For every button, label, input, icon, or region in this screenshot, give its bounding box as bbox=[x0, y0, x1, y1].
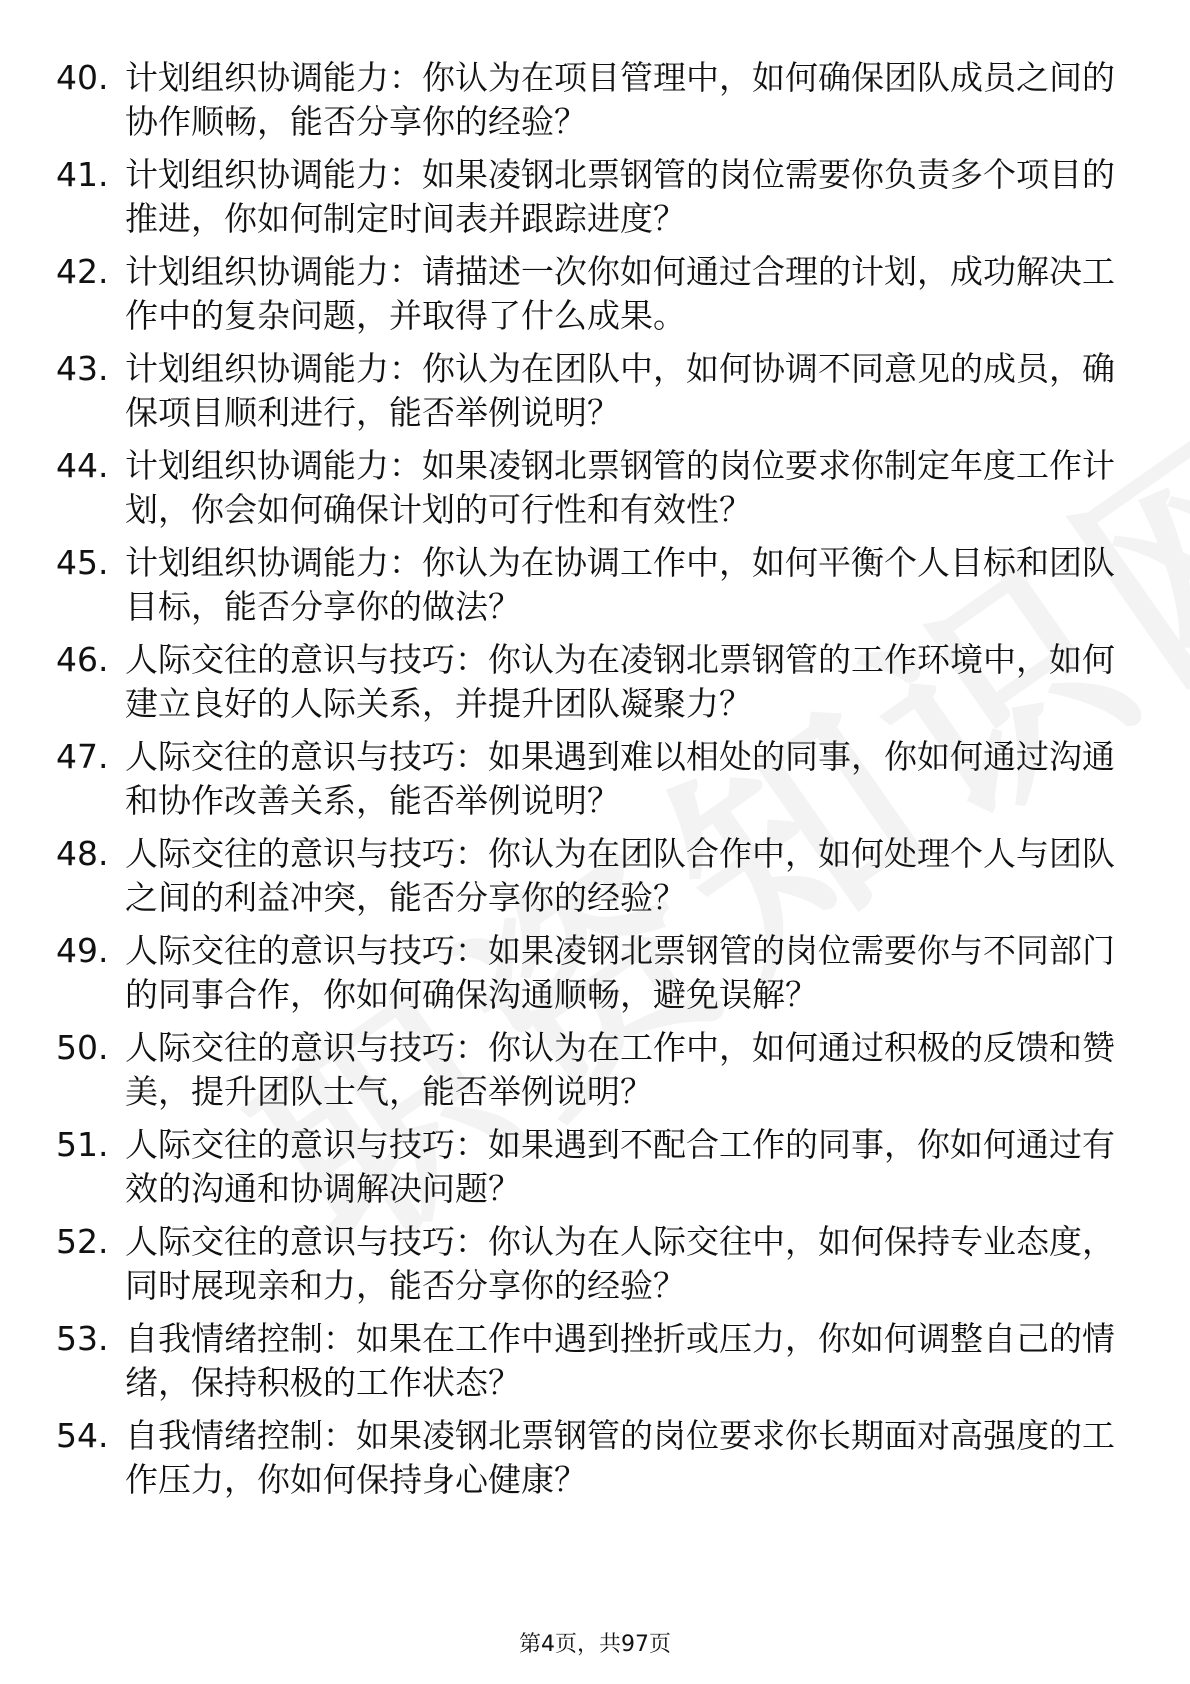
page-footer: 第4页，共97页 bbox=[519, 1632, 671, 1657]
question-item bbox=[56, 638, 1116, 735]
question-text: 人际交往的意识与技巧：你认为在人际交往中，如何保持专业态度，同时展现亲和力，能否分享你的经验？ bbox=[125, 1222, 1115, 1305]
question-item bbox=[56, 250, 1116, 347]
question-text: 计划组织协调能力：请描述一次你如何通过合理的计划，成功解决工作中的复杂问题，并取得了什么成果。 bbox=[125, 252, 1115, 335]
question-number: 49. bbox=[56, 931, 109, 970]
question-text: 计划组织协调能力：如果凌钢北票钢管的岗位需要你负责多个项目的推进，你如何制定时间表并跟踪进度？ bbox=[125, 155, 1115, 238]
question-number: 47. bbox=[56, 737, 109, 776]
question-text: 人际交往的意识与技巧：你认为在团队合作中，如何处理个人与团队之间的利益冲突，能否分享你的经验？ bbox=[125, 834, 1115, 917]
question-item bbox=[56, 1220, 1116, 1317]
question-number: 41. bbox=[56, 155, 109, 194]
question-text: 计划组织协调能力：你认为在团队中，如何协调不同意见的成员，确保项目顺利进行，能否举例说明？ bbox=[125, 349, 1115, 432]
question-item bbox=[56, 347, 1116, 444]
question-item bbox=[56, 1317, 1116, 1414]
question-text: 计划组织协调能力：如果凌钢北票钢管的岗位要求你制定年度工作计划，你会如何确保计划的可行性和有效性？ bbox=[125, 446, 1115, 529]
question-number: 40. bbox=[56, 58, 109, 97]
question-text: 计划组织协调能力：你认为在项目管理中，如何确保团队成员之间的协作顺畅，能否分享你的经验？ bbox=[125, 58, 1115, 141]
question-number: 45. bbox=[56, 543, 109, 582]
question-text: 人际交往的意识与技巧：如果遇到难以相处的同事，你如何通过沟通和协作改善关系，能否举例说明？ bbox=[125, 737, 1115, 820]
question-number: 50. bbox=[56, 1028, 109, 1067]
question-item bbox=[56, 1123, 1116, 1220]
question-number: 51. bbox=[56, 1125, 109, 1164]
question-text: 人际交往的意识与技巧：如果凌钢北票钢管的岗位需要你与不同部门的同事合作，你如何确保沟通顺畅，避免误解？ bbox=[125, 931, 1115, 1014]
question-number: 52. bbox=[56, 1222, 109, 1261]
question-number: 54. bbox=[56, 1416, 109, 1455]
question-text: 自我情绪控制：如果凌钢北票钢管的岗位要求你长期面对高强度的工作压力，你如何保持身心健康？ bbox=[125, 1416, 1115, 1499]
question-number: 42. bbox=[56, 252, 109, 291]
question-item bbox=[56, 444, 1116, 541]
question-list bbox=[56, 56, 1116, 1511]
question-number: 53. bbox=[56, 1319, 109, 1358]
question-number: 43. bbox=[56, 349, 109, 388]
question-text: 自我情绪控制：如果在工作中遇到挫折或压力，你如何调整自己的情绪，保持积极的工作状态？ bbox=[125, 1319, 1115, 1402]
question-item bbox=[56, 56, 1116, 153]
question-item bbox=[56, 1026, 1116, 1123]
question-item bbox=[56, 541, 1116, 638]
question-item bbox=[56, 929, 1116, 1026]
question-text: 人际交往的意识与技巧：如果遇到不配合工作的同事，你如何通过有效的沟通和协调解决问题？ bbox=[125, 1125, 1115, 1208]
question-text: 人际交往的意识与技巧：你认为在工作中，如何通过积极的反馈和赞美，提升团队士气，能否举例说明？ bbox=[125, 1028, 1115, 1111]
question-number: 46. bbox=[56, 640, 109, 679]
question-item bbox=[56, 153, 1116, 250]
question-number: 48. bbox=[56, 834, 109, 873]
question-text: 人际交往的意识与技巧：你认为在凌钢北票钢管的工作环境中，如何建立良好的人际关系，并提升团队凝聚力？ bbox=[125, 640, 1115, 723]
question-number: 44. bbox=[56, 446, 109, 485]
question-text: 计划组织协调能力：你认为在协调工作中，如何平衡个人目标和团队目标，能否分享你的做法？ bbox=[125, 543, 1115, 626]
question-item bbox=[56, 735, 1116, 832]
question-item bbox=[56, 1414, 1116, 1511]
question-item bbox=[56, 832, 1116, 929]
